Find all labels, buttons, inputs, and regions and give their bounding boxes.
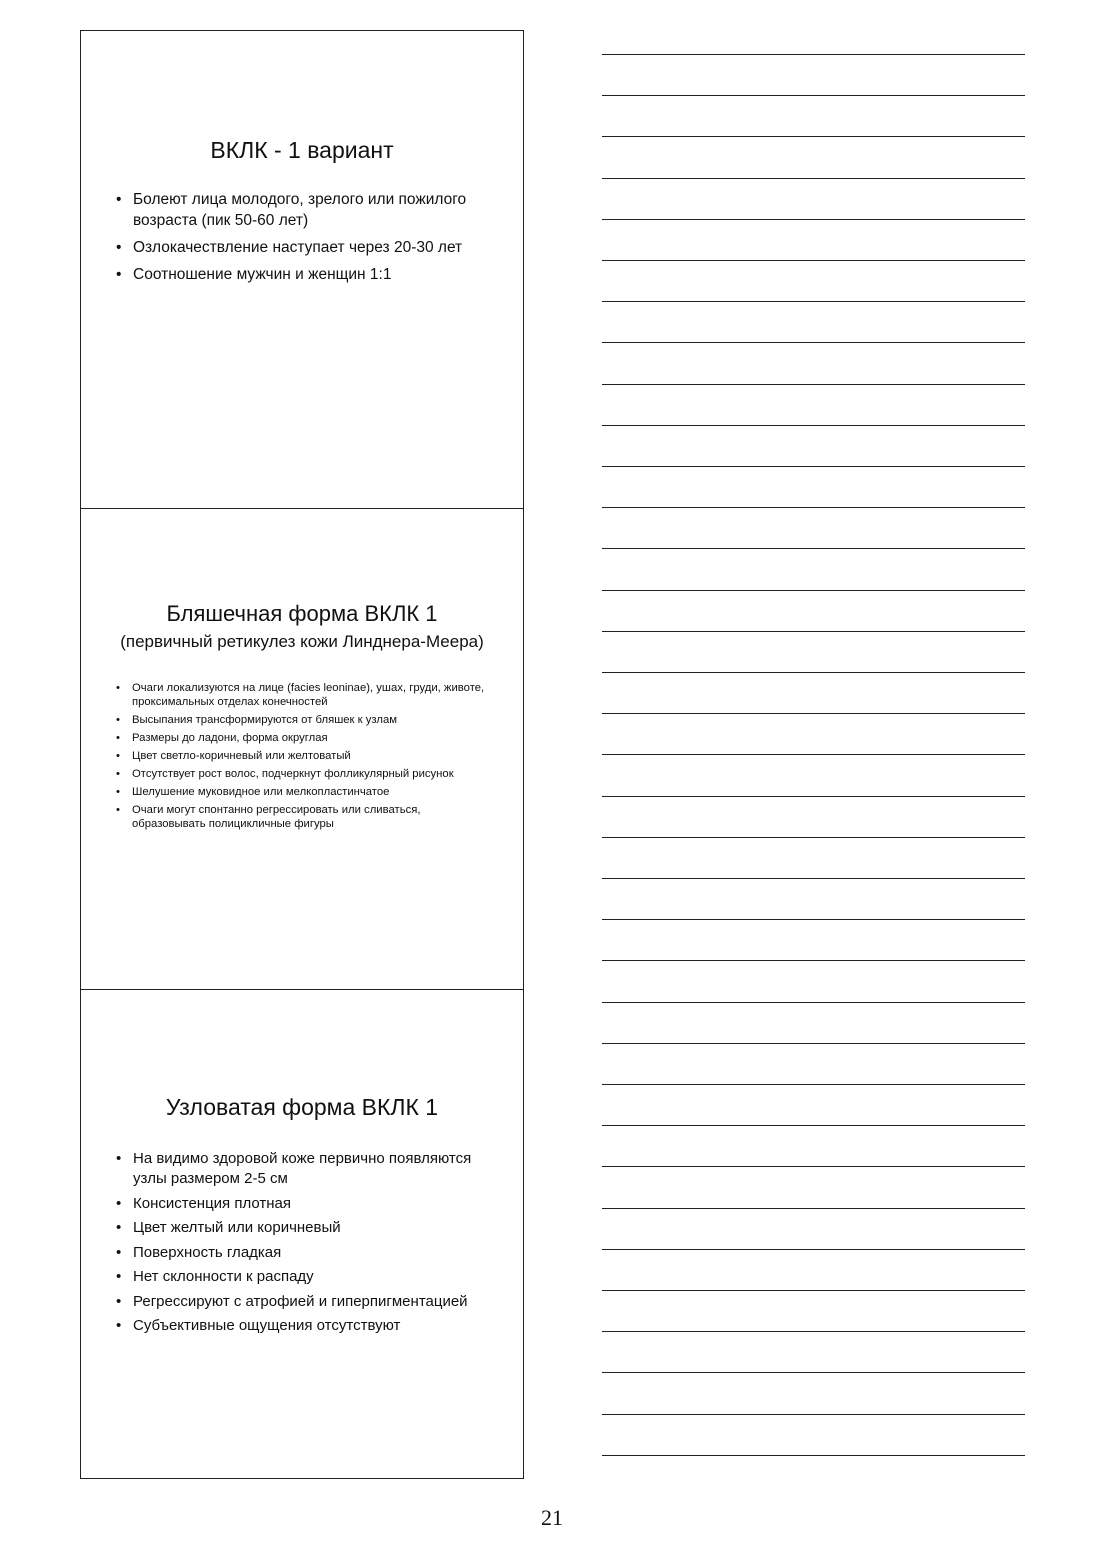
note-line [602,1002,1025,1003]
bullet-item: • Озлокачествление наступает через 20-30 лет [116,237,486,258]
note-line [602,1414,1025,1415]
slide-1-bullets [116,189,486,291]
slide-1 [81,31,523,509]
slide-2-subtitle: (первичный ретикулез кожи Линднера-Меера) [120,632,484,651]
note-line [602,878,1025,879]
note-line [602,301,1025,302]
slide-2-bullets [116,681,486,835]
note-line [602,631,1025,632]
slide-3-bullets [116,1149,486,1341]
slide-2-title: Бляшечная форма ВКЛК 1 [166,601,438,626]
bullet-item: • Соотношение мужчин и женщин 1:1 [116,264,486,285]
bullet-item: • Субъективные ощущения отсутствуют [116,1316,486,1336]
bullet-item: • Отсутствует рост волос, подчеркнут фолликулярный рисунок [116,767,486,781]
slide-2 [81,509,523,990]
slide-3 [81,990,523,1478]
bullet-item: • Цвет желтый или коричневый [116,1218,486,1238]
note-line [602,1208,1025,1209]
note-line [602,178,1025,179]
note-line [602,1125,1025,1126]
note-line [602,548,1025,549]
bullet-item: • Поверхность гладкая [116,1243,486,1263]
note-line [602,384,1025,385]
note-line [602,507,1025,508]
slide-1-title: ВКЛК - 1 вариант [210,137,394,163]
note-line [602,837,1025,838]
page-number: 21 [541,1505,563,1530]
note-line [602,95,1025,96]
note-line [602,1043,1025,1044]
bullet-item: • Шелушение муковидное или мелкопластинчатое [116,785,486,799]
slide-3-title: Узловатая форма ВКЛК 1 [165,1094,439,1120]
note-line [602,466,1025,467]
note-line [602,1455,1025,1456]
bullet-item: • Болеют лица молодого, зрелого или пожилого возраста (пик 50-60 лет) [116,189,486,231]
note-line [602,1249,1025,1250]
bullet-item: • Цвет светло-коричневый или желтоватый [116,749,486,763]
note-line [602,590,1025,591]
note-line [602,260,1025,261]
slides-column [80,30,524,1479]
note-line [602,919,1025,920]
note-line [602,1290,1025,1291]
note-line [602,754,1025,755]
note-line [602,796,1025,797]
bullet-item: • Очаги могут спонтанно регрессировать или сливаться, образовывать полицикличные фигуры [116,803,486,831]
note-line [602,1084,1025,1085]
bullet-item: • Высыпания трансформируются от бляшек к узлам [116,713,486,727]
bullet-item: • На видимо здоровой коже первично появляются узлы размером 2-5 см [116,1149,486,1189]
bullet-item: • Размеры до ладони, форма округлая [116,731,486,745]
note-line [602,136,1025,137]
bullet-item: • Консистенция плотная [116,1194,486,1214]
note-line [602,672,1025,673]
note-line [602,342,1025,343]
note-line [602,1372,1025,1373]
note-line [602,1166,1025,1167]
note-line [602,425,1025,426]
note-line [602,54,1025,55]
bullet-item: • Очаги локализуются на лице (facies leoninae), ушах, груди, животе, проксимальных отделах конечностей [116,681,486,709]
note-line [602,1331,1025,1332]
bullet-item: • Регрессируют с атрофией и гиперпигментацией [116,1292,486,1312]
note-line [602,960,1025,961]
note-line [602,219,1025,220]
bullet-item: • Нет склонности к распаду [116,1267,486,1287]
note-line [602,713,1025,714]
